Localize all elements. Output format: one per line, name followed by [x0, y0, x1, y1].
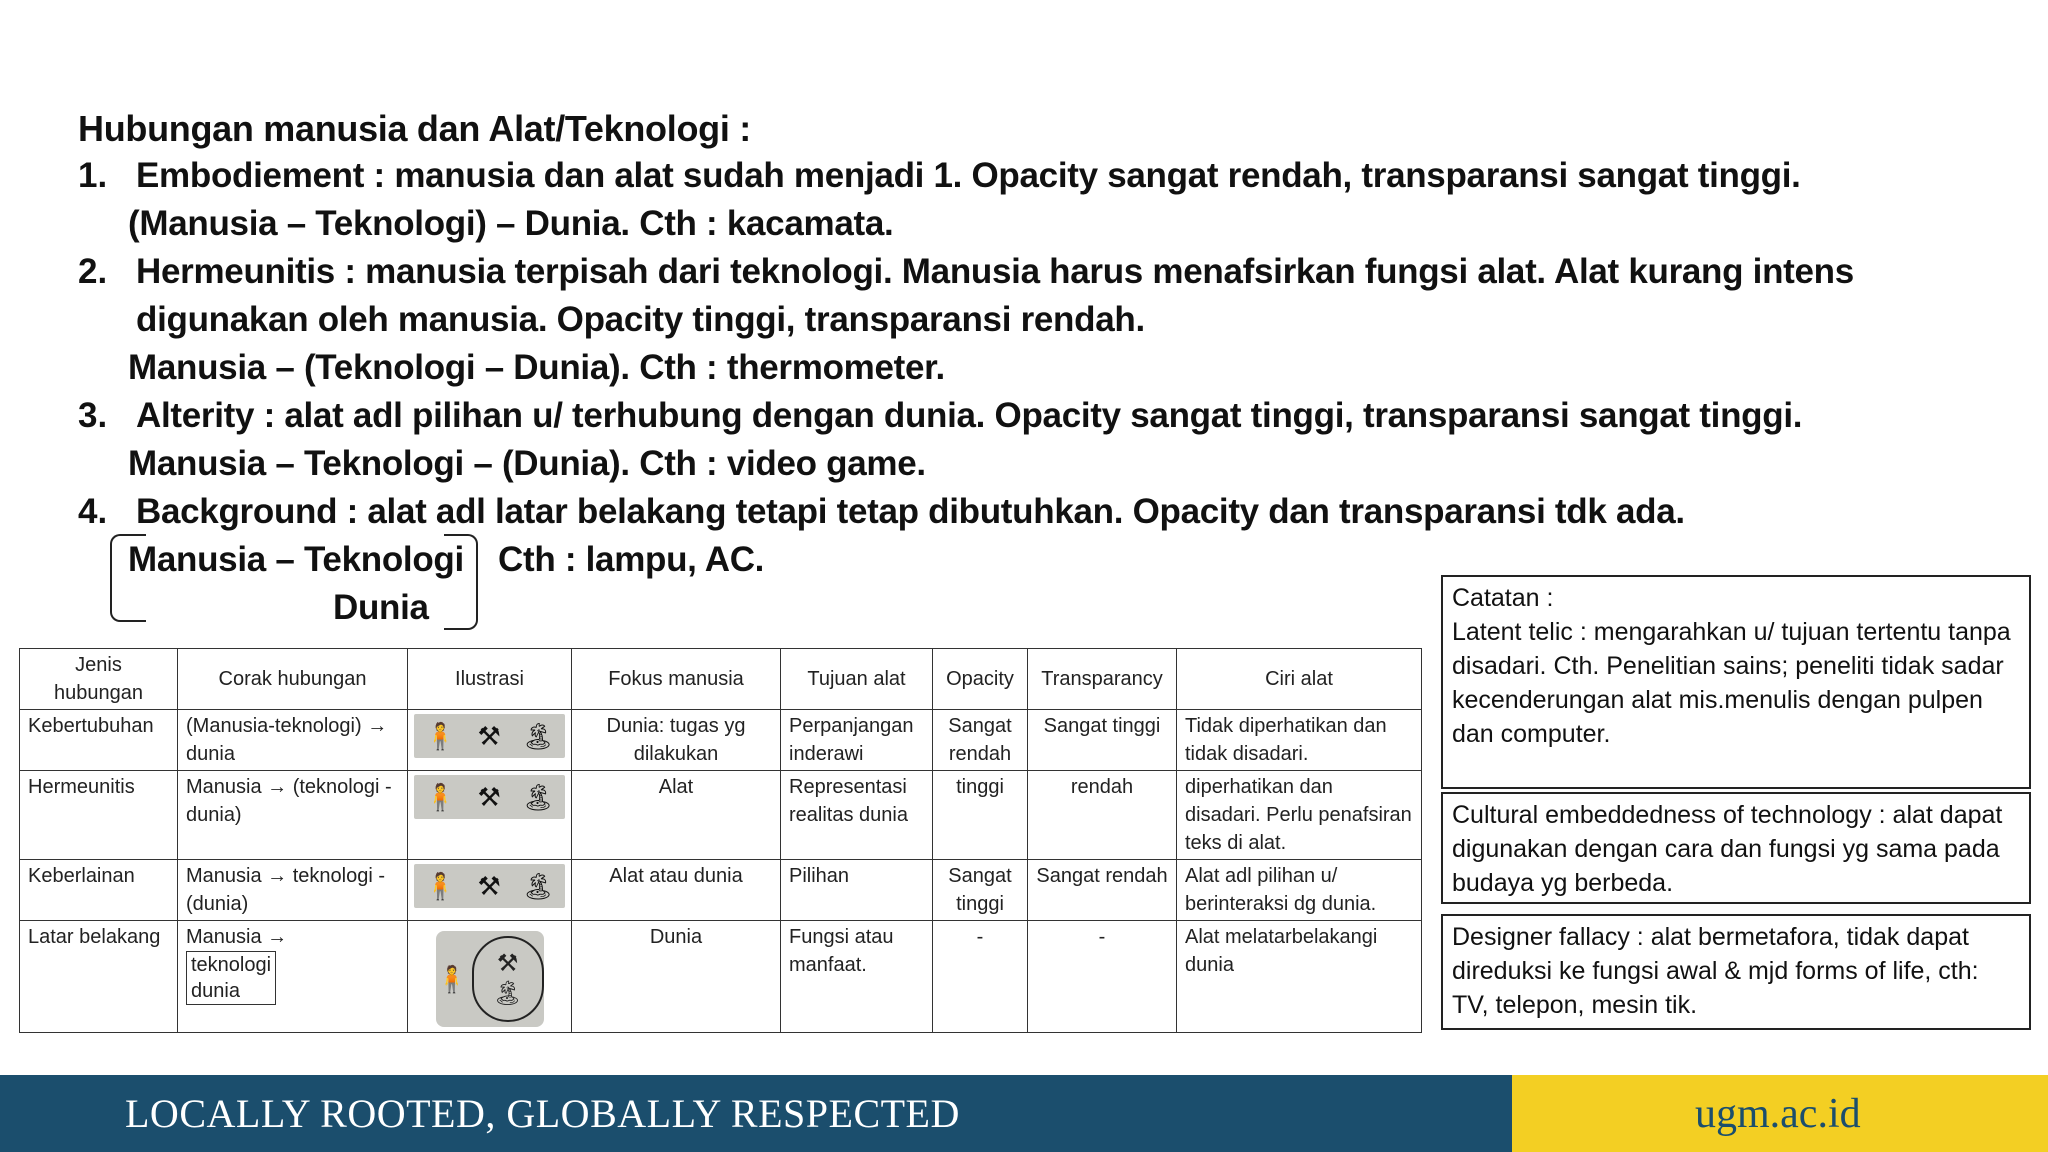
column-header: Ciri alat — [1177, 649, 1422, 710]
column-header: Tujuan alat — [781, 649, 933, 710]
bracket-left — [110, 534, 146, 622]
cell-corak: Manusia → teknologi - (dunia) — [178, 860, 408, 921]
cell-ciri: Alat melatarbelakangi dunia — [1177, 921, 1422, 1033]
note-text: Cultural embeddedness of technology : alat dapat digunakan dengan cara dan fungsi yg sama pada budaya yg berbeda. — [1452, 801, 2003, 897]
corak-technology: teknologi — [191, 954, 272, 976]
cell-jenis: Keberlainan — [20, 860, 178, 921]
cell-ilustrasi — [408, 710, 572, 771]
column-header: Fokus manusia — [572, 649, 781, 710]
cell-ilustrasi — [408, 771, 572, 860]
alterity-illustration — [414, 864, 565, 908]
item-text: Hermeunitis : manusia terpisah dari teknologi. Manusia harus menafsirkan fungsi alat. Alat kurang intens — [136, 252, 1854, 291]
column-header: Opacity — [933, 649, 1028, 710]
footer-tagline-bar — [0, 1075, 1512, 1152]
cell-ciri: Tidak diperhatikan dan tidak disadari. — [1177, 710, 1422, 771]
cell-transparancy: Sangat tinggi — [1028, 710, 1177, 771]
cell-ciri: diperhatikan dan disadari. Perlu penafsiran teks di alat. — [1177, 771, 1422, 860]
cell-ilustrasi — [408, 921, 572, 1033]
table-row — [20, 921, 1422, 1033]
cell-opacity: tinggi — [933, 771, 1028, 860]
note-title: Catatan : — [1452, 584, 1554, 612]
note-designer-fallacy — [1441, 914, 2031, 1030]
cell-ciri: Alat adl pilihan u/ berinteraksi dg dunia. — [1177, 860, 1422, 921]
item-example: Manusia – Teknologi – (Dunia). Cth : video game. — [128, 444, 926, 483]
slide-title: Hubungan manusia dan Alat/Teknologi : — [78, 108, 751, 149]
palm-island-icon: 🏝 — [521, 721, 555, 751]
item-number: 4. — [78, 492, 108, 531]
item-number: 1. — [78, 156, 108, 195]
cell-tujuan: Representasi realitas dunia — [781, 771, 933, 860]
item-number: 3. — [78, 396, 108, 435]
cell-opacity: Sangat rendah — [933, 710, 1028, 771]
person-icon: 🧍 — [424, 721, 457, 751]
note-latent-telic — [1441, 575, 2031, 789]
cell-opacity: - — [933, 921, 1028, 1033]
tools-icon: ⚒ — [477, 871, 501, 901]
embodiment-illustration — [414, 714, 565, 758]
item-text-continued: digunakan oleh manusia. Opacity tinggi, transparansi rendah. — [136, 300, 1145, 339]
technology-world-bracket — [186, 951, 276, 1005]
circle-frame — [472, 936, 544, 1022]
person-icon: 🧍 — [424, 782, 457, 812]
item-text: Embodiement : manusia dan alat sudah menjadi 1. Opacity sangat rendah, transparansi sangat tinggi. — [136, 156, 1801, 195]
person-icon: 🧍 — [424, 871, 457, 901]
note-cultural-embeddedness — [1441, 792, 2031, 904]
cell-corak — [178, 921, 408, 1033]
item-text: Alterity : alat adl pilihan u/ terhubung dengan dunia. Opacity sangat tinggi, transparansi sangat tinggi. — [136, 396, 1803, 435]
tools-icon: ⚒ — [477, 782, 501, 812]
column-header: Corak hubungan — [178, 649, 408, 710]
corak-relation: Manusia → — [186, 926, 288, 948]
cell-corak: (Manusia-teknologi) → dunia — [178, 710, 408, 771]
item-text: Background : alat adl latar belakang tetapi tetap dibutuhkan. Opacity dan transparansi tdk ada. — [136, 492, 1685, 531]
table-header-row — [20, 649, 1422, 710]
bracket-right — [444, 534, 478, 630]
footer-tagline: LOCALLY ROOTED, GLOBALLY RESPECTED — [125, 1091, 960, 1136]
cell-opacity: Sangat tinggi — [933, 860, 1028, 921]
footer-site-link[interactable]: ugm.ac.id — [1695, 1090, 1861, 1137]
item-example: Manusia – (Teknologi – Dunia). Cth : thermometer. — [128, 348, 945, 387]
cell-ilustrasi — [408, 860, 572, 921]
corak-world: dunia — [191, 980, 240, 1002]
palm-island-icon: 🏝 — [521, 782, 555, 812]
person-icon: 🧍 — [435, 964, 468, 994]
table-row — [20, 860, 1422, 921]
note-text: Designer fallacy : alat bermetafora, tidak dapat direduksi ke fungsi awal & mjd forms of life, cth: TV, telepon, mesin tik. — [1452, 923, 1979, 1019]
cell-corak: Manusia → (teknologi - dunia) — [178, 771, 408, 860]
cell-fokus: Dunia: tugas yg dilakukan — [572, 710, 781, 771]
palm-island-icon: 🏝 — [521, 871, 555, 901]
cell-tujuan: Pilihan — [781, 860, 933, 921]
relation-table — [19, 648, 1422, 1033]
table-row — [20, 710, 1422, 771]
item-example-world: Dunia — [333, 588, 429, 627]
hermeneutic-illustration — [414, 775, 565, 819]
cell-fokus: Alat atau dunia — [572, 860, 781, 921]
item-example: (Manusia – Teknologi) – Dunia. Cth : kacamata. — [128, 204, 894, 243]
column-header: Transparancy — [1028, 649, 1177, 710]
item-example: Cth : lampu, AC. — [498, 540, 765, 579]
cell-transparancy: rendah — [1028, 771, 1177, 860]
cell-transparancy: - — [1028, 921, 1177, 1033]
cell-jenis: Kebertubuhan — [20, 710, 178, 771]
column-header: Jenis hubungan — [20, 649, 178, 710]
item-number: 2. — [78, 252, 108, 291]
cell-fokus: Dunia — [572, 921, 781, 1033]
palm-island-icon: 🏝 — [492, 980, 523, 1007]
cell-fokus: Alat — [572, 771, 781, 860]
column-header: Ilustrasi — [408, 649, 572, 710]
cell-transparancy: Sangat rendah — [1028, 860, 1177, 921]
footer-site-bar — [1512, 1075, 2048, 1152]
cell-tujuan: Perpanjangan inderawi — [781, 710, 933, 771]
tools-icon: ⚒ — [477, 721, 501, 751]
note-text: Latent telic : mengarahkan u/ tujuan tertentu tanpa disadari. Cth. Penelitian sains; peneliti tidak sadar kecenderungan alat mis.menulis dengan pulpen dan computer. — [1452, 618, 2011, 748]
cell-jenis: Latar belakang — [20, 921, 178, 1033]
table-row — [20, 771, 1422, 860]
item-example-relation: Manusia – Teknologi — [128, 540, 464, 579]
tools-icon: ⚒ — [496, 950, 519, 977]
background-illustration — [436, 931, 544, 1027]
cell-tujuan: Fungsi atau manfaat. — [781, 921, 933, 1033]
cell-jenis: Hermeunitis — [20, 771, 178, 860]
